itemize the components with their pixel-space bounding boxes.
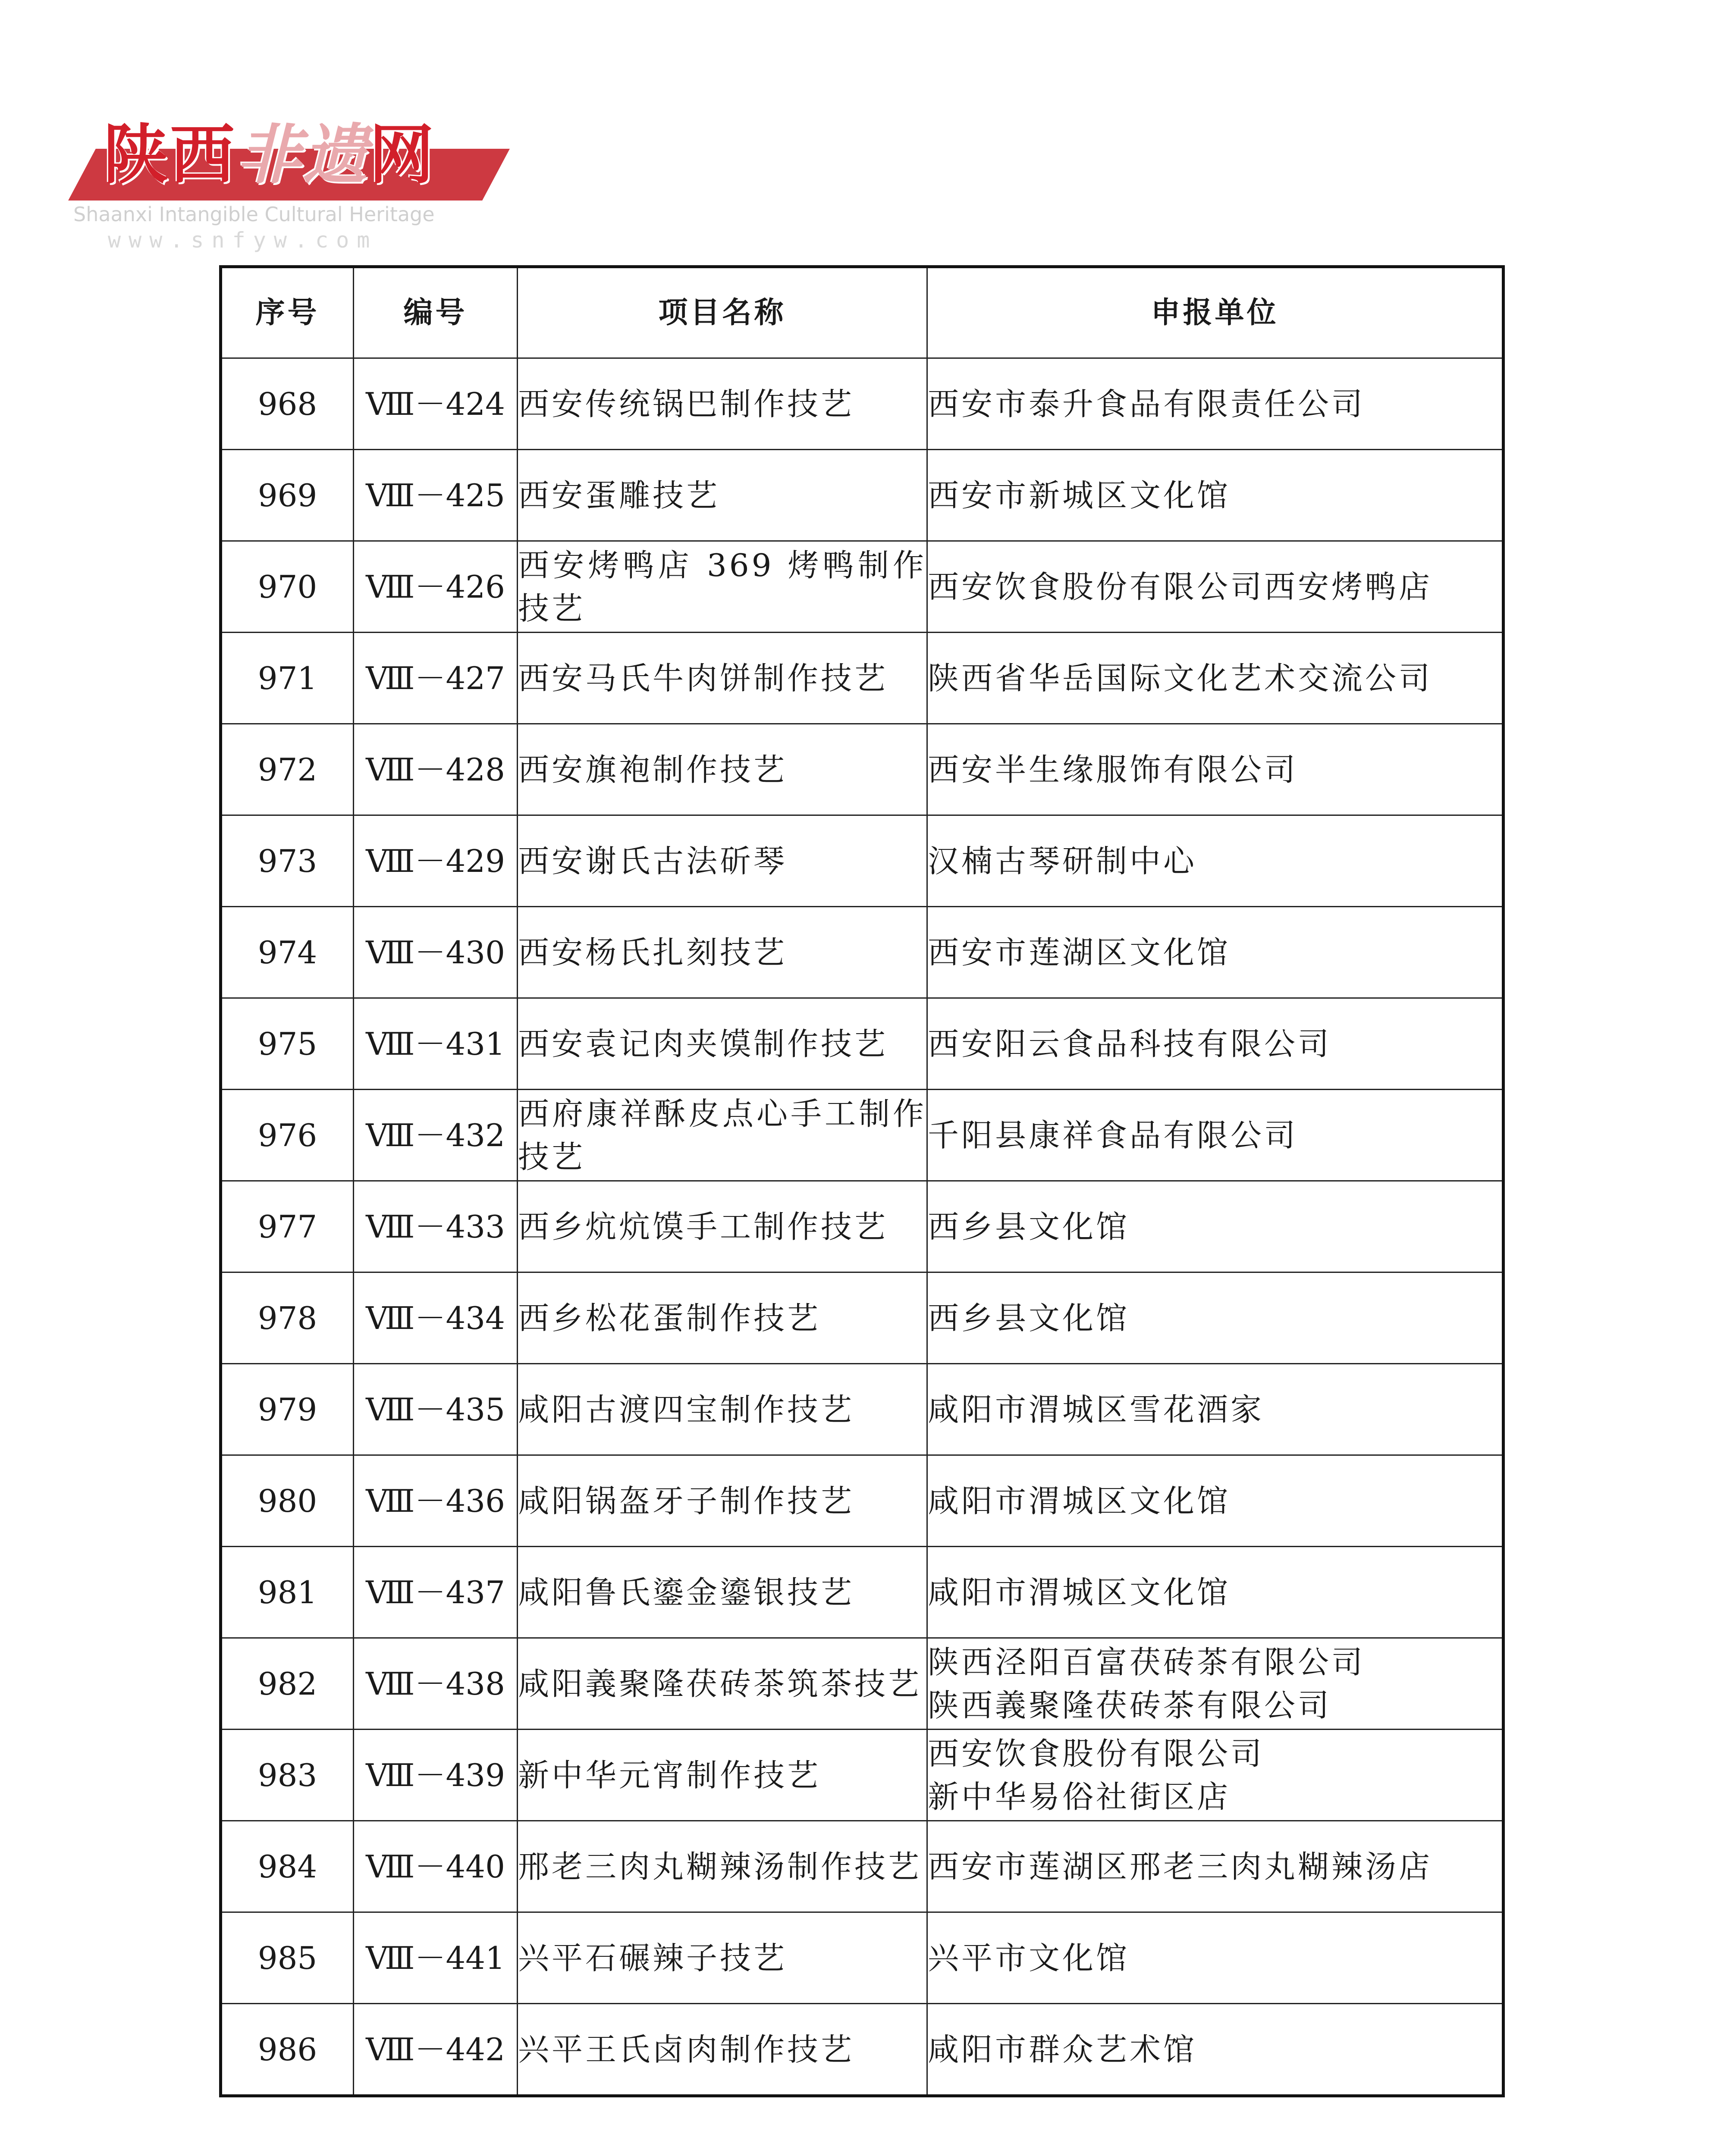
cell-org	[927, 1090, 1504, 1181]
org-line: 陕西義聚隆茯砖茶有限公司	[928, 1687, 1332, 1724]
cell-code: Ⅷ－439	[354, 1730, 518, 1821]
org-line: 西安市莲湖区文化馆	[928, 934, 1231, 971]
cell-name: 咸阳鲁氏鎏金鎏银技艺	[518, 1547, 927, 1638]
cell-seq: 983	[221, 1730, 354, 1821]
table-row	[221, 1547, 1504, 1638]
org-line: 千阳县康祥食品有限公司	[928, 1117, 1298, 1153]
table-row	[221, 1090, 1504, 1181]
cell-name: 新中华元宵制作技艺	[518, 1730, 927, 1821]
cell-org	[927, 1912, 1504, 2004]
cell-code: Ⅷ－431	[354, 998, 518, 1090]
cell-name: 西安传统锅巴制作技艺	[518, 358, 927, 450]
cell-org	[927, 1181, 1504, 1272]
cell-code: Ⅷ－427	[354, 633, 518, 724]
table-row	[221, 1638, 1504, 1730]
table-row	[221, 724, 1504, 815]
org-line: 西安市莲湖区邢老三肉丸糊辣汤店	[928, 1848, 1433, 1885]
cell-code: Ⅷ－428	[354, 724, 518, 815]
cell-code: Ⅷ－426	[354, 541, 518, 633]
cell-name: 西乡松花蛋制作技艺	[518, 1272, 927, 1364]
table-header-row	[221, 267, 1504, 358]
cell-name: 西安杨氏扎刻技艺	[518, 907, 927, 998]
cell-org	[927, 358, 1504, 450]
header-org: 申报单位	[927, 267, 1504, 358]
logo-subtitle: Shaanxi Intangible Cultural Heritage	[73, 203, 435, 226]
cell-name: 西安袁记肉夹馍制作技艺	[518, 998, 927, 1090]
site-logo	[65, 108, 500, 253]
cell-name: 西安蛋雕技艺	[518, 450, 927, 541]
table-row	[221, 1912, 1504, 2004]
cell-code: Ⅷ－432	[354, 1090, 518, 1181]
cell-seq: 969	[221, 450, 354, 541]
cell-seq: 975	[221, 998, 354, 1090]
cell-seq: 973	[221, 815, 354, 907]
cell-seq: 974	[221, 907, 354, 998]
cell-seq: 971	[221, 633, 354, 724]
cell-name: 西安谢氏古法斫琴	[518, 815, 927, 907]
cell-name: 西乡炕炕馍手工制作技艺	[518, 1181, 927, 1272]
org-line: 陕西省华岳国际文化艺术交流公司	[928, 660, 1433, 696]
table-row	[221, 1181, 1504, 1272]
logo-text-a: 陕西	[104, 118, 237, 193]
cell-code: Ⅷ－437	[354, 1547, 518, 1638]
table-row	[221, 907, 1504, 998]
cell-name: 西安烤鸭店 369 烤鸭制作技艺	[518, 541, 927, 633]
cell-seq: 976	[221, 1090, 354, 1181]
table-row	[221, 815, 1504, 907]
org-line: 西乡县文化馆	[928, 1300, 1130, 1336]
org-line: 西安市新城区文化馆	[928, 477, 1231, 514]
cell-seq: 986	[221, 2004, 354, 2096]
cell-name: 西安旗袍制作技艺	[518, 724, 927, 815]
cell-org	[927, 724, 1504, 815]
table-row	[221, 541, 1504, 633]
cell-code: Ⅷ－438	[354, 1638, 518, 1730]
cell-org	[927, 1821, 1504, 1912]
cell-org	[927, 1455, 1504, 1547]
cell-org	[927, 815, 1504, 907]
cell-name: 兴平石碾辣子技艺	[518, 1912, 927, 2004]
org-line: 咸阳市渭城区雪花酒家	[928, 1391, 1265, 1428]
cell-org	[927, 1638, 1504, 1730]
org-line: 汉楠古琴研制中心	[928, 843, 1197, 879]
cell-code: Ⅷ－441	[354, 1912, 518, 2004]
table-row	[221, 1821, 1504, 1912]
cell-seq: 978	[221, 1272, 354, 1364]
table-row	[221, 1272, 1504, 1364]
cell-org	[927, 541, 1504, 633]
org-line: 咸阳市群众艺术馆	[928, 2031, 1197, 2068]
cell-code: Ⅷ－440	[354, 1821, 518, 1912]
cell-code: Ⅷ－442	[354, 2004, 518, 2096]
cell-org	[927, 1272, 1504, 1364]
org-line: 西安市泰升食品有限责任公司	[928, 385, 1366, 422]
table-row	[221, 1364, 1504, 1455]
org-line: 西乡县文化馆	[928, 1208, 1130, 1245]
org-line: 西安阳云食品科技有限公司	[928, 1025, 1332, 1062]
table-row	[221, 1455, 1504, 1547]
cell-code: Ⅷ－425	[354, 450, 518, 541]
cell-code: Ⅷ－429	[354, 815, 518, 907]
cell-name: 邢老三肉丸糊辣汤制作技艺	[518, 1821, 927, 1912]
org-line: 咸阳市渭城区文化馆	[928, 1574, 1231, 1611]
table-row	[221, 1730, 1504, 1821]
header-seq: 序号	[221, 267, 354, 358]
cell-code: Ⅷ－436	[354, 1455, 518, 1547]
table-row	[221, 358, 1504, 450]
org-line: 西安饮食股份有限公司西安烤鸭店	[928, 568, 1433, 605]
cell-name: 咸阳锅盔牙子制作技艺	[518, 1455, 927, 1547]
cell-org	[927, 1547, 1504, 1638]
table-row	[221, 450, 1504, 541]
cell-name: 西安马氏牛肉饼制作技艺	[518, 633, 927, 724]
cell-code: Ⅷ－433	[354, 1181, 518, 1272]
cell-seq: 980	[221, 1455, 354, 1547]
org-line: 陕西泾阳百富茯砖茶有限公司	[928, 1644, 1366, 1680]
logo-text-b: 非遗	[236, 118, 370, 193]
cell-name: 兴平王氏卤肉制作技艺	[518, 2004, 927, 2096]
cell-seq: 972	[221, 724, 354, 815]
cell-org	[927, 907, 1504, 998]
table-row	[221, 2004, 1504, 2096]
cell-org	[927, 998, 1504, 1090]
cell-org	[927, 2004, 1504, 2096]
cell-seq: 984	[221, 1821, 354, 1912]
header-code: 编号	[354, 267, 518, 358]
cell-org	[927, 450, 1504, 541]
cell-seq: 982	[221, 1638, 354, 1730]
cell-name: 西府康祥酥皮点心手工制作技艺	[518, 1090, 927, 1181]
org-line: 西安半生缘服饰有限公司	[928, 751, 1298, 788]
heritage-table	[219, 265, 1505, 2097]
org-line: 咸阳市渭城区文化馆	[928, 1482, 1231, 1519]
cell-seq: 979	[221, 1364, 354, 1455]
cell-org	[927, 633, 1504, 724]
table-body	[221, 358, 1504, 2096]
cell-name: 咸阳古渡四宝制作技艺	[518, 1364, 927, 1455]
org-line: 兴平市文化馆	[928, 1940, 1130, 1976]
cell-code: Ⅷ－424	[354, 358, 518, 450]
logo-url: www.snfyw.com	[108, 228, 378, 253]
cell-seq: 981	[221, 1547, 354, 1638]
cell-code: Ⅷ－434	[354, 1272, 518, 1364]
cell-seq: 985	[221, 1912, 354, 2004]
cell-code: Ⅷ－430	[354, 907, 518, 998]
org-line: 西安饮食股份有限公司	[928, 1735, 1265, 1772]
cell-code: Ⅷ－435	[354, 1364, 518, 1455]
org-line: 新中华易俗社街区店	[928, 1778, 1231, 1815]
cell-seq: 968	[221, 358, 354, 450]
logo-text-c: 网	[369, 118, 436, 193]
cell-org	[927, 1364, 1504, 1455]
cell-seq: 977	[221, 1181, 354, 1272]
header-name: 项目名称	[518, 267, 927, 358]
cell-name: 咸阳義聚隆茯砖茶筑茶技艺	[518, 1638, 927, 1730]
table-row	[221, 998, 1504, 1090]
logo-title	[104, 118, 436, 193]
cell-seq: 970	[221, 541, 354, 633]
table-row	[221, 633, 1504, 724]
cell-org	[927, 1730, 1504, 1821]
